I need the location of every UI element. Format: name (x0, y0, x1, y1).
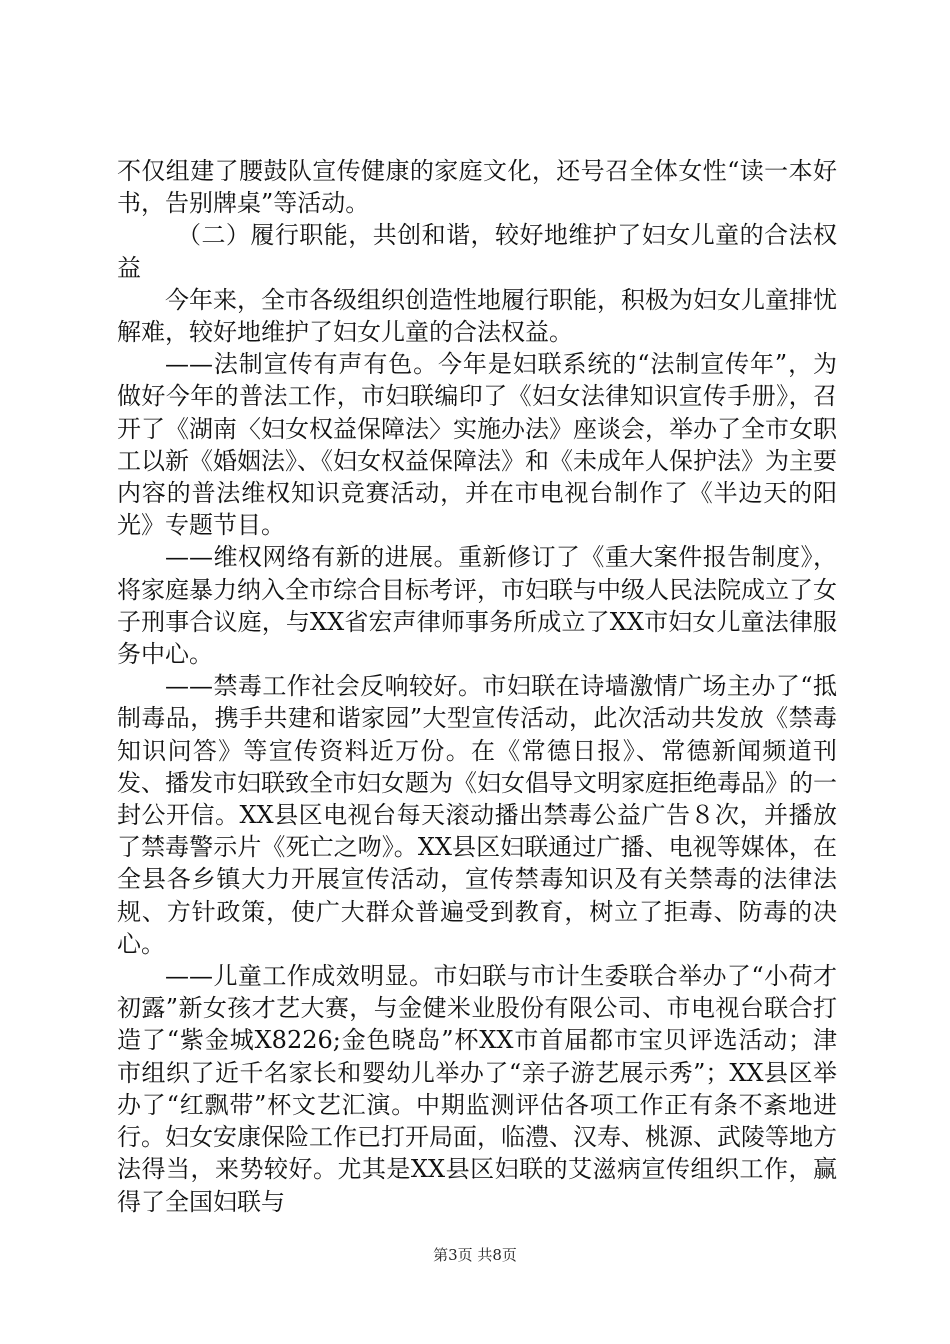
paragraph-rights-network: ——维权网络有新的进展。重新修订了《重大案件报告制度》，将家庭暴力纳入全市综合目标考评，市妇联与中级人民法院成立了女子刑事合议庭，与XX省宏声律师事务所成立了XX市妇女儿童法律服务中心。 (117, 543, 837, 669)
paragraph-intro: 今年来，全市各级组织创造性地履行职能，积极为妇女儿童排忧解难，较好地维护了妇女儿童的合法权益。 (117, 285, 837, 347)
paragraph-legal-publicity: ——法制宣传有声有色。今年是妇联系统的“法制宣传年”，为做好今年的普法工作，市妇联编印了《妇女法律知识宣传手册》，召开了《湖南〈妇女权益保障法〉实施办法》座谈会，举办了全市女职工以新《婚姻法》、《妇女权益保障法》和《未成年人保护法》为主要内容的普法维权知识竞赛活动，并在市电视台制作了《半边天的阳光》专题节目。 (117, 350, 837, 540)
paragraph-anti-drug: ——禁毒工作社会反响较好。市妇联在诗墙激情广场主办了“抵制毒品，携手共建和谐家园”大型宣传活动，此次活动共发放《禁毒知识问答》等宣传资料近万份。在《常德日报》、常德新闻频道刊发、播发市妇联致全市妇女题为《妇女倡导文明家庭拒绝毒品》的一封公开信。XX县区电视台每天滚动播出禁毒公益广告８次，并播放了禁毒警示片《死亡之吻》。XX县区妇联通过广播、电视等媒体，在全县各乡镇大力开展宣传活动，宣传禁毒知识及有关禁毒的法律法规、方针政策，使广大群众普遍受到教育，树立了拒毒、防毒的决心。 (117, 672, 837, 958)
section-heading: （二）履行职能，共创和谐，较好地维护了妇女儿童的合法权益 (117, 221, 837, 282)
document-body (117, 155, 837, 1218)
paragraph-continued: 不仅组建了腰鼓队宣传健康的家庭文化，还号召全体女性“读一本好书，告别牌桌”等活动。 (117, 157, 837, 218)
page-number-footer: 第3页 共8页 (433, 1246, 517, 1264)
paragraph-children-work: ——儿童工作成效明显。市妇联与市计生委联合举办了“小荷才初露”新女孩才艺大赛，与金健米业股份有限公司、市电视台联合打造了“紫金城X8226;金色晓岛”杯XX市首届都市宝贝评选活动；津市组织了近千名家长和婴幼儿举办了“亲子游艺展示秀”；XX县区举办了“红飘带”杯文艺汇演。中期监测评估各项工作正有条不紊地进行。妇女安康保险工作已打开局面，临澧、汉寿、桃源、武陵等地方法得当，来势较好。尤其是XX县区妇联的艾滋病宣传组织工作，赢得了全国妇联与 (117, 962, 837, 1216)
